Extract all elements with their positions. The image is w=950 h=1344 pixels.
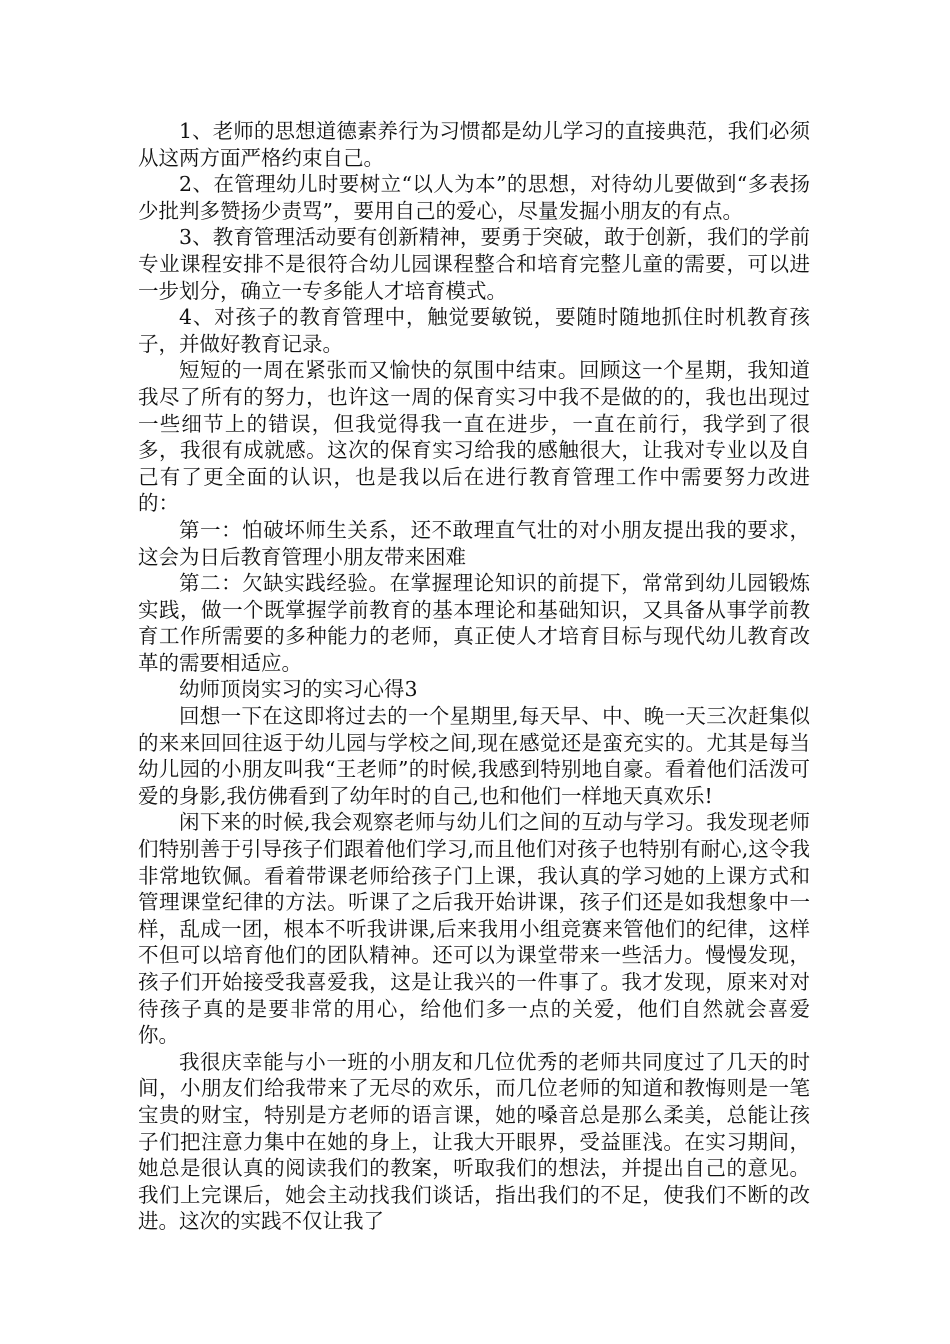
paragraph-11: 我很庆幸能与小一班的小朋友和几位优秀的老师共同度过了几天的时间，小朋友们给我带来了无尽的欢乐，而几位老师的知道和教悔则是一笔宝贵的财宝，特别是方老师的语言课，她的嗓音总是那么柔美，总能让孩子们把注意力集中在她的身上，让我大开眼界，受益匪浅。在实习期间，她总是很认真的阅读我们的教案，听取我们的想法，并提出自己的意见。我们上完课后，她会主动找我们谈话，指出我们的不足，使我们不断的改进。这次的实践不仅让我了 xyxy=(138,1049,810,1234)
paragraph-10: 闲下来的时候,我会观察老师与幼儿们之间的互动与学习。我发现老师们特别善于引导孩子们跟着他们学习,而且他们对孩子也特别有耐心,这令我非常地钦佩。看着带课老师给孩子门上课，我认真的学习她的上课方式和管理课堂纪律的方法。听课了之后我开始讲课，孩子们还是如我想象中一样，乱成一团，根本不听我讲课,后来我用小组竞赛来管他们的纪律，这样不但可以培育他们的团队精神。还可以为课堂带来一些活力。慢慢发现，孩子们开始接受我喜爱我，这是让我兴的一件事了。我才发现，原来对对待孩子真的是要非常的用心，给他们多一点的关爱，他们自然就会喜爱你。 xyxy=(138,810,810,1048)
paragraph-6: 第一：怕破坏师生关系，还不敢理直气壮的对小朋友提出我的要求，这会为日后教育管理小朋友带来困难 xyxy=(138,517,810,569)
paragraph-9: 回想一下在这即将过去的一个星期里,每天早、中、晚一天三次赶集似的来来回回往返于幼儿园与学校之间,现在感觉还是蛮充实的。尤其是每当幼儿园的小朋友叫我“王老师”的时候,我感到特别地自豪。看着他们活泼可爱的身影,我仿佛看到了幼年时的自己,也和他们一样地天真欢乐! xyxy=(138,704,810,808)
paragraph-1: 1、老师的思想道德素养行为习惯都是幼儿学习的直接典范，我们必须从这两方面严格约束自己。 xyxy=(138,119,810,170)
document-body xyxy=(138,118,810,1235)
paragraph-3: 3、教育管理活动要有创新精神，要勇于突破，敢于创新，我们的学前专业课程安排不是很符合幼儿园课程整合和培育完整儿童的需要，可以进一步划分，确立一专多能人才培育模式。 xyxy=(138,225,810,303)
paragraph-2: 2、在管理幼儿时要树立“以人为本”的思想，对待幼儿要做到“多表扬少批判多赞扬少责骂”，要用自己的爱心，尽量发掘小朋友的有点。 xyxy=(138,172,810,223)
paragraph-5: 短短的一周在紧张而又愉快的氛围中结束。回顾这一个星期，我知道我尽了所有的努力，也许这一周的保育实习中我不是做的的，我也出现过一些细节上的错误，但我觉得我一直在进步，一直在前行，我学到了很多，我很有成就感。这次的保育实习给我的感触很大，让我对专业以及自己有了更全面的认识，也是我以后在进行教育管理工作中需要努力改进的： xyxy=(138,358,810,516)
section-heading: 幼师顶岗实习的实习心得3 xyxy=(179,677,418,702)
paragraph-7: 第二：欠缺实践经验。在掌握理论知识的前提下，常常到幼儿园锻炼实践，做一个既掌握学前教育的基本理论和基础知识，又具备从事学前教育工作所需要的多种能力的老师，真正使人才培育目标与现代幼儿教育改革的需要相适应。 xyxy=(138,571,810,675)
paragraph-4: 4、对孩子的教育管理中，触觉要敏锐，要随时随地抓住时机教育孩子，并做好教育记录。 xyxy=(138,305,810,356)
